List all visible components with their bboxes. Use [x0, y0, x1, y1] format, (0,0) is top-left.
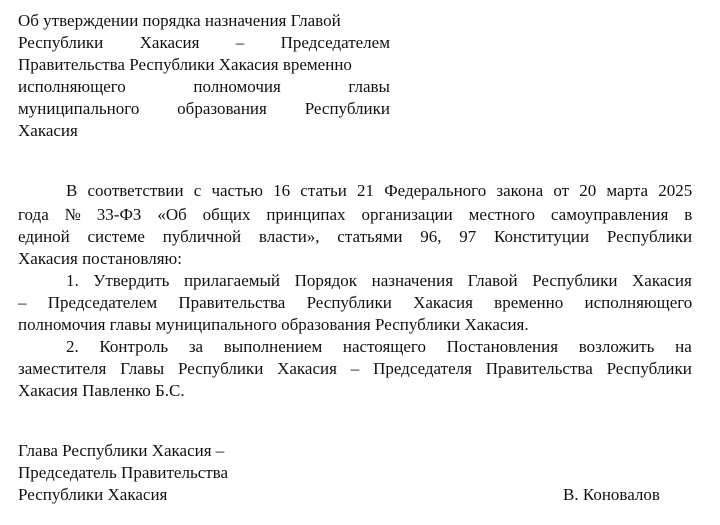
signatory-title: Председатель Правительства [18, 463, 229, 482]
paragraph-line: Хакасия Павленко Б.С. [18, 381, 185, 400]
title-line: муниципального образования Республики [18, 99, 390, 118]
title-line: Республики Хакасия – Председателем [18, 33, 390, 52]
paragraph-line: года № 33-ФЗ «Об общих принципах организации местного самоуправления в [18, 205, 693, 224]
signatory-title: Республики Хакасия [18, 485, 168, 504]
signatory-name: В. Коновалов [563, 485, 660, 504]
paragraph-line: – Председателем Правительства Республики Хакасия временно исполняющего [18, 293, 693, 312]
title-line: Об утверждении порядка назначения Главой [18, 11, 341, 30]
signatory-title: Глава Республики Хакасия – [18, 441, 225, 460]
paragraph-line: полномочия главы муниципального образования Республики Хакасия. [18, 315, 529, 334]
paragraph-line: заместителя Главы Республики Хакасия – Председателя Правительства Республики [18, 359, 692, 378]
paragraph-line: 1. Утвердить прилагаемый Порядок назначения Главой Республики Хакасия [66, 271, 692, 290]
paragraph-line: В соответствии с частью 16 статьи 21 Федерального закона от 20 марта 2025 [66, 181, 693, 200]
title-line: Правительства Республики Хакасия временно [18, 55, 352, 74]
paragraph-line: 2. Контроль за выполнением настоящего Постановления возложить на [66, 337, 692, 356]
title-line: Хакасия [18, 121, 78, 140]
paragraph-line: единой системе публичной власти», статьями 96, 97 Конституции Республики [18, 227, 693, 246]
title-line: исполняющего полномочия главы [18, 77, 390, 96]
paragraph-line: Хакасия постановляю: [18, 249, 182, 268]
